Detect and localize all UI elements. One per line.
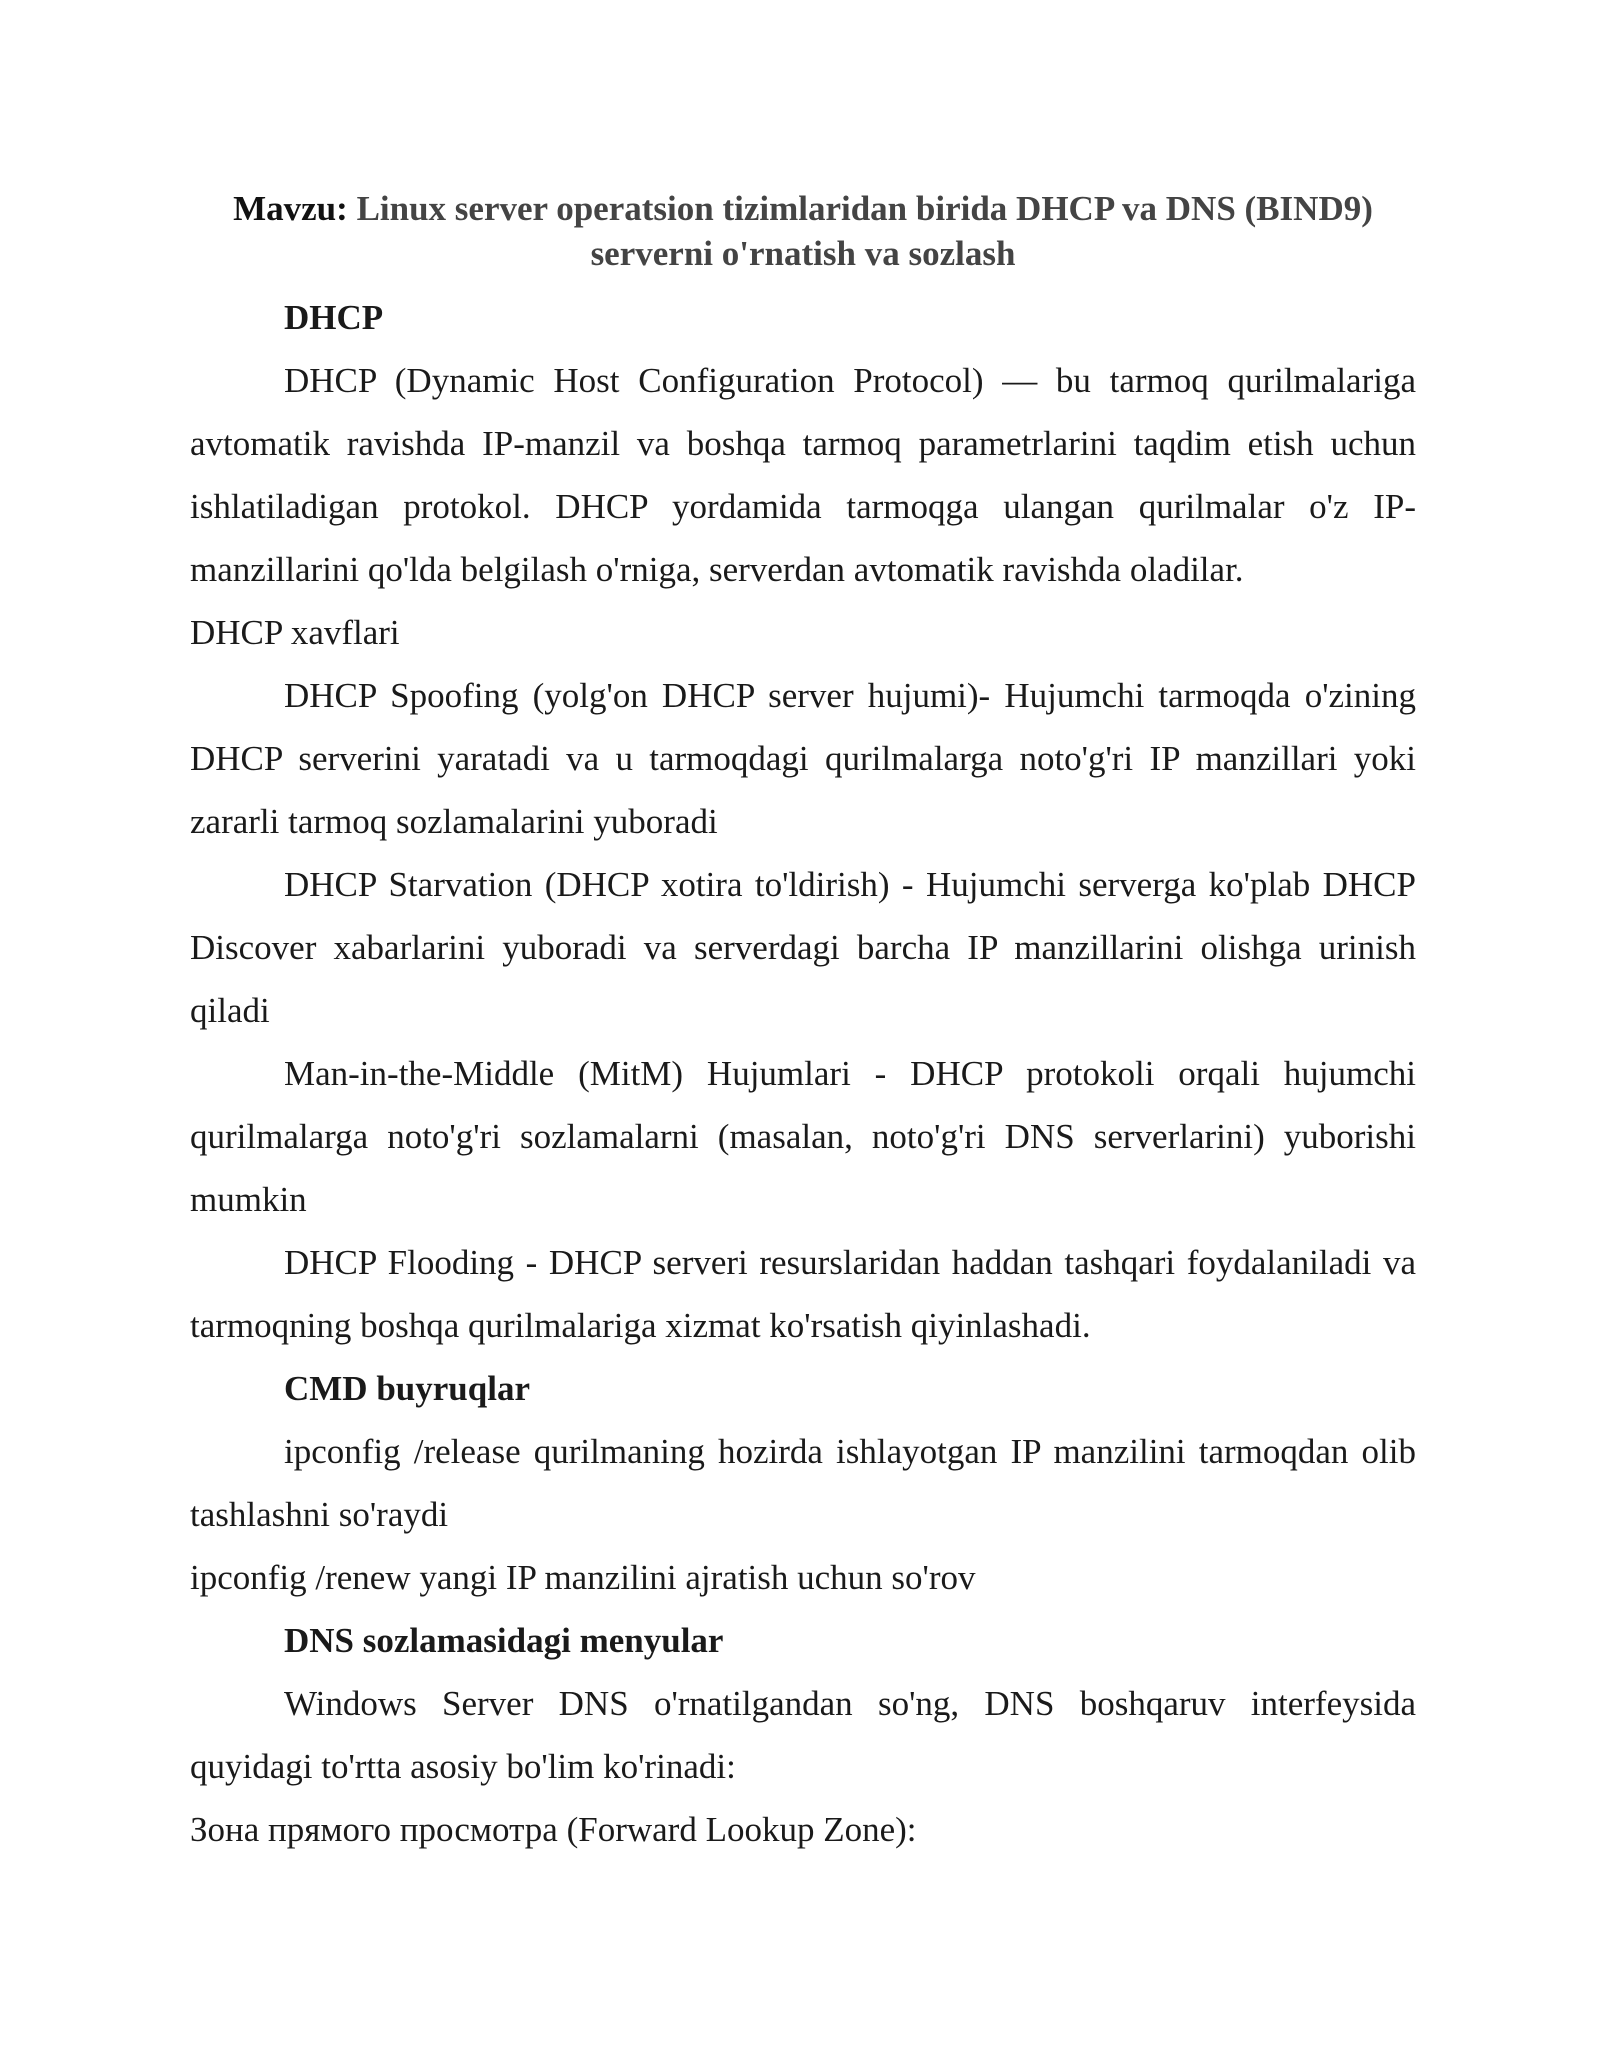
- paragraph-ipconfig-release: ipconfig /release qurilmaning hozirda ishlayotgan IP manzilini tarmoqdan olib tashlashni so'raydi: [190, 1432, 1416, 1534]
- section-heading-cmd: CMD buyruqlar: [284, 1369, 530, 1408]
- paragraph-dhcp-risks-label: DHCP xavflari: [190, 613, 400, 652]
- title-topic-line2: serverni o'rnatish va sozlash: [590, 234, 1016, 273]
- paragraph-mitm-attacks: Man-in-the-Middle (MitM) Hujumlari - DHCP protokoli orqali hujumchi qurilmalarga noto'g'ri sozlamalarni (masalan, noto'g'ri DNS serverlarini) yuborishi mumkin: [190, 1054, 1416, 1219]
- paragraph-ipconfig-renew: ipconfig /renew yangi IP manzilini ajratish uchun so'rov: [190, 1558, 976, 1597]
- paragraph-dhcp-starvation: DHCP Starvation (DHCP xotira to'ldirish) - Hujumchi serverga ko'plab DHCP Discover xabarlarini yuboradi va serverdagi barcha IP manzillarini olishga urinish qiladi: [190, 865, 1416, 1030]
- paragraph-dhcp-flooding: DHCP Flooding - DHCP serveri resurslaridan haddan tashqari foydalaniladi va tarmoqning boshqa qurilmalariga xizmat ko'rsatish qiyinlashadi.: [190, 1243, 1416, 1345]
- section-heading-dhcp: DHCP: [284, 298, 384, 337]
- title-label: Mavzu:: [233, 189, 348, 228]
- title-topic-line1: Linux server operatsion tizimlaridan birida DHCP va DNS (BIND9): [356, 189, 1373, 228]
- paragraph-dhcp-spoofing: DHCP Spoofing (yolg'on DHCP server hujumi)- Hujumchi tarmoqda o'zining DHCP serverini yaratadi va u tarmoqdagi qurilmalarga noto'g'ri IP manzillari yoki zararli tarmoq sozlamalarini yuboradi: [190, 676, 1416, 841]
- paragraph-dhcp-definition: DHCP (Dynamic Host Configuration Protocol) — bu tarmoq qurilmalariga avtomatik ravishda IP-manzil va boshqa tarmoq parametrlarini taqdim etish uchun ishlatiladigan protokol. DHCP yordamida tarmoqga ulangan qurilmalar o'z IP-manzillarini qo'lda belgilash o'rniga, serverdan avtomatik ravishda oladilar.: [190, 361, 1416, 589]
- document-page: [190, 186, 1416, 1861]
- document-title: [190, 186, 1416, 276]
- paragraph-dns-sections: Windows Server DNS o'rnatilgandan so'ng, DNS boshqaruv interfeysida quyidagi to'rtta asosiy bo'lim ko'rinadi:: [190, 1684, 1416, 1786]
- paragraph-forward-lookup-zone: Зона прямого просмотра (Forward Lookup Zone):: [190, 1810, 917, 1849]
- section-heading-dns-menus: DNS sozlamasidagi menyular: [284, 1621, 724, 1660]
